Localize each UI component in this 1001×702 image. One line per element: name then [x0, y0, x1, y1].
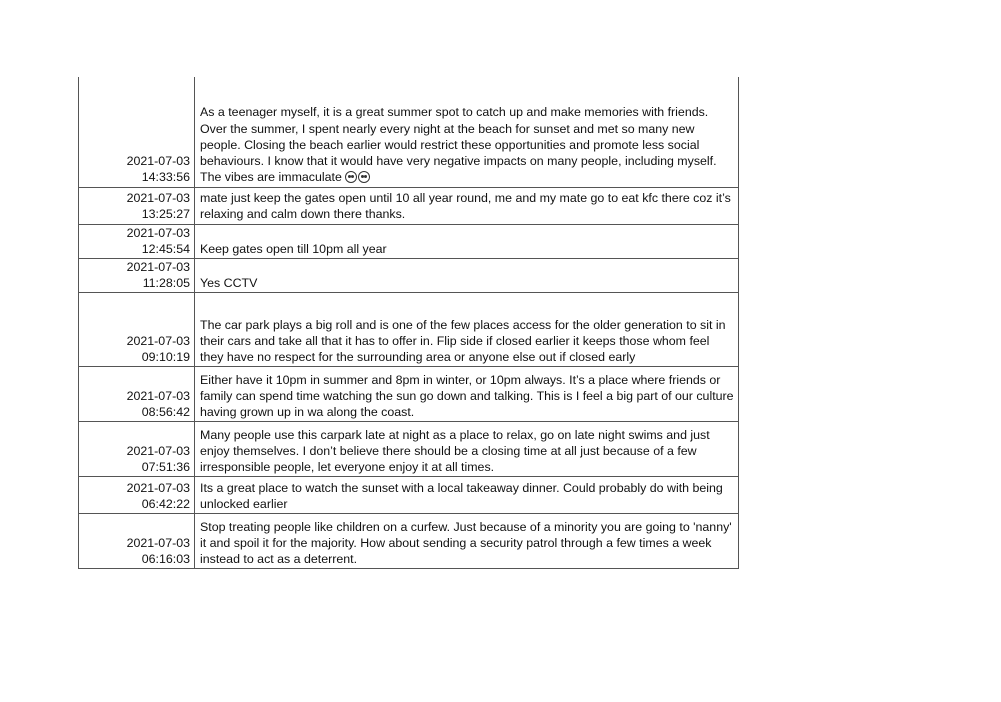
- time-text: 06:42:22: [141, 497, 190, 512]
- comment-cell: [195, 293, 739, 367]
- time-text: 07:51:36: [141, 460, 190, 475]
- date-cell: [79, 224, 195, 258]
- comment-text: Many people use this carpark late at night as a place to relax, go on late night swims and just enjoy themselves. I don’t believe there should be a closing time at all just because of a few irresponsible people, let everyone enjoy it at all times.: [200, 427, 710, 475]
- table-row: [79, 422, 739, 477]
- date-text: 2021-07-03: [126, 480, 190, 495]
- date-cell: [79, 187, 195, 224]
- time-text: 12:45:54: [141, 241, 190, 256]
- date-text: 2021-07-03: [126, 535, 190, 550]
- comment-cell: [195, 422, 739, 477]
- table-row: [79, 367, 739, 422]
- date-text: 2021-07-03: [126, 191, 190, 206]
- time-text: 14:33:56: [141, 170, 190, 185]
- comment-cell: [195, 187, 739, 224]
- grinning-face-icon: [345, 171, 357, 183]
- comment-text: Its a great place to watch the sunset with a local takeaway dinner. Could probably do with being unlocked earlier: [200, 480, 723, 512]
- comment-text: Yes CCTV: [200, 276, 258, 291]
- time-text: 06:16:03: [141, 552, 190, 567]
- date-cell: [79, 293, 195, 367]
- table-row: [79, 77, 739, 187]
- date-cell: [79, 514, 195, 569]
- table-row: [79, 477, 739, 514]
- document-page: [78, 77, 738, 569]
- comment-text: Keep gates open till 10pm all year: [200, 241, 387, 256]
- date-text: 2021-07-03: [126, 388, 190, 403]
- date-text: 2021-07-03: [126, 259, 190, 274]
- time-text: 11:28:05: [142, 276, 190, 291]
- time-text: 08:56:42: [141, 405, 190, 420]
- date-text: 2021-07-03: [126, 225, 190, 240]
- comments-table: [78, 77, 739, 569]
- table-row: [79, 187, 739, 224]
- table-row: [79, 293, 739, 367]
- date-cell: [79, 422, 195, 477]
- date-cell: [79, 77, 195, 187]
- time-text: 09:10:19: [141, 350, 190, 365]
- comment-cell: [195, 477, 739, 514]
- comment-text: Either have it 10pm in summer and 8pm in winter, or 10pm always. It’s a place where friends or family can spend time watching the sun go down and talking. This is I feel a big part of our culture having grown up in wa along the coast.: [200, 372, 734, 420]
- comment-cell: [195, 224, 739, 258]
- table-row: [79, 224, 739, 258]
- date-text: 2021-07-03: [126, 154, 190, 169]
- comment-cell: [195, 77, 739, 187]
- date-text: 2021-07-03: [126, 443, 190, 458]
- table-row: [79, 514, 739, 569]
- date-cell: [79, 367, 195, 422]
- comment-text: mate just keep the gates open until 10 all year round, me and my mate go to eat kfc there coz it’s relaxing and calm down there thanks.: [200, 191, 731, 222]
- comment-cell: [195, 258, 739, 292]
- date-text: 2021-07-03: [126, 333, 190, 348]
- comment-text: The car park plays a big roll and is one of the few places access for the older generation to sit in their cars and take all that it has to offer in. Flip side if closed earlier it keeps those whom feel they have no respect for the surrounding area or anyone else out if closed early: [200, 317, 726, 365]
- date-cell: [79, 477, 195, 514]
- date-cell: [79, 258, 195, 292]
- comment-cell: [195, 367, 739, 422]
- comment-cell: [195, 514, 739, 569]
- comment-text: As a teenager myself, it is a great summer spot to catch up and make memories with friends. Over the summer, I spent nearly every night at the beach for sunset and met so many new people. Closing the beach earlier would restrict these opportunities and promote less social behaviours. I know that it would have very negative impacts on many people, including myself. The vibes are immaculate: [200, 105, 717, 185]
- table-row: [79, 258, 739, 292]
- time-text: 13:25:27: [141, 207, 190, 222]
- grinning-face-icon: [358, 171, 370, 183]
- comment-text: Stop treating people like children on a curfew. Just because of a minority you are going to 'nanny' it and spoil it for the majority. How about sending a security patrol through a few times a week instead to act as a deterrent.: [200, 519, 732, 567]
